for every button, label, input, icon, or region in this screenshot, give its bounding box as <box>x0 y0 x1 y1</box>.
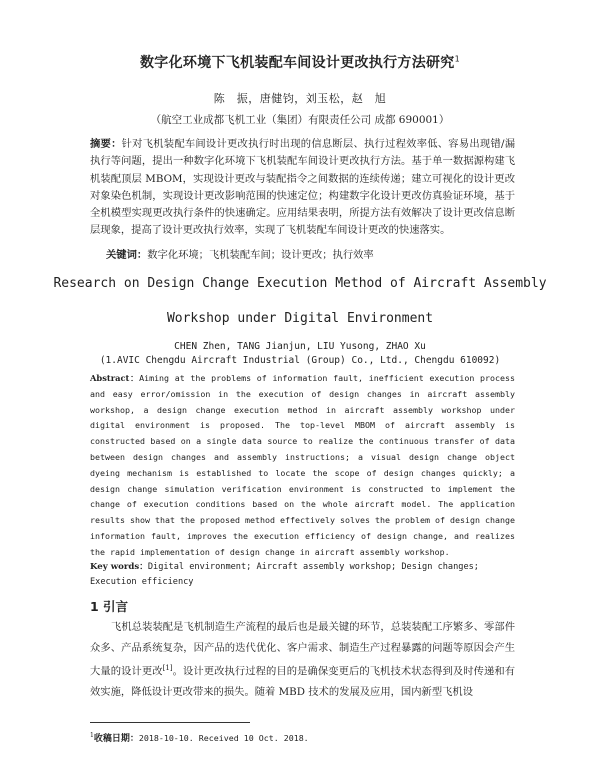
keywords-zh <box>106 246 516 261</box>
footnote-text: 2018-10-10. Received 10 Oct. 2018. <box>138 733 309 743</box>
footnote-mark: 1 <box>90 732 94 739</box>
citation-ref[interactable]: [1] <box>162 664 173 673</box>
abstract-en <box>90 371 515 561</box>
keywords-zh-text: 数字化环境；飞机装配车间；设计更改；执行效率 <box>147 249 374 261</box>
paper-title-en-line2: Workshop under Digital Environment <box>166 311 434 326</box>
intro-text-a: 飞机总装装配是飞机制造生产流程的最后也是最关键的环节，总装装配工序繁多、零部件众多、产品系统复杂，因产品的迭代优化、客户需求、制造生产过程暴露的问题等原因会产生大量的设计更改 <box>90 621 515 678</box>
abstract-zh-text: 针对飞机装配车间设计更改执行时出现的信息断层、执行过程效率低、容易出现错/漏执行等问题，提出一种数字化环境下飞机装配车间设计更改执行方法。基于单一数据源构建飞机装配顶层 MBOM，实现设计更改与装配指令之间数据的连续传递；建立可视化的设计更改对象染色机制，实现设计更改影响范围的快速定位；构建数字化设计更改仿真验证环境，基于全机模型实现更改执行条件的快速确定。应用结果表明，所提方法有效解决了设计更改信息断层现象，提高了设计更改执行效率，实现了飞机装配车间设计更改的快速落实。 <box>90 138 516 237</box>
section-heading-intro: 1 引言 <box>90 599 129 614</box>
affiliation-zh: （航空工业成都飞机工业（集团）有限责任公司 成都 690001） <box>150 114 450 126</box>
keywords-en-label: Key words： <box>90 562 148 572</box>
abstract-en-text: Aiming at the problems of information fault, inefficient execution process and easy error/omission in the execution of design changes in aircraft assembly workshop, a design change execution method in aircraft assembly workshop under digital environment is proposed. The top-level MBOM of aircraft assembly is constructed based on a single data source to realize the continuous transfer of data between design changes and assembly instructions; a visual design change object dyeing mechanism is established to locate the scope of design changes quickly; a design change simulation verification environment is constructed to implement the change of execution conditions based on the whole aircraft model. The application results show that the proposed method effectively solves the problem of design change information fault, improves the execution efficiency of design change, and realizes the rapid implementation of design change in aircraft assembly workshop. <box>90 373 515 557</box>
footnote-divider <box>90 722 250 723</box>
footnote-label: 收稿日期： <box>93 734 139 744</box>
keywords-zh-label: 关键词： <box>106 249 148 261</box>
keywords-en <box>90 560 515 590</box>
authors-zh: 陈 振，唐健钧，刘玉松，赵 旭 <box>213 92 387 105</box>
paper-title-en-line1: Research on Design Change Execution Method of Aircraft Assembly <box>53 276 547 291</box>
paper-title-zh <box>0 52 600 72</box>
title-footnote-mark: 1 <box>454 54 460 64</box>
authors-en: CHEN Zhen, TANG Jianjun, LIU Yusong, ZHAO Xu <box>174 341 426 352</box>
footnote <box>90 731 309 744</box>
affiliation-en: (1.AVIC Chengdu Aircraft Industrial (Group) Co., Ltd., Chengdu 610092) <box>99 355 501 366</box>
intro-text-b: 。设计更改执行过程的目的是确保变更后的飞机技术状态得到及时传递和有效实施，降低设计更改带来的损失。随着 MBD 技术的发展及应用，国内新型飞机设 <box>90 665 516 699</box>
abstract-zh-label: 摘要： <box>90 138 122 150</box>
section-intro-body <box>90 617 515 703</box>
abstract-zh <box>90 136 515 240</box>
abstract-en-label: Abstract： <box>90 373 140 383</box>
title-zh-text: 数字化环境下飞机装配车间设计更改执行方法研究 <box>140 55 455 71</box>
keywords-en-text: Digital environment; Aircraft assembly workshop; Design changes; Execution efficiency <box>90 562 479 587</box>
